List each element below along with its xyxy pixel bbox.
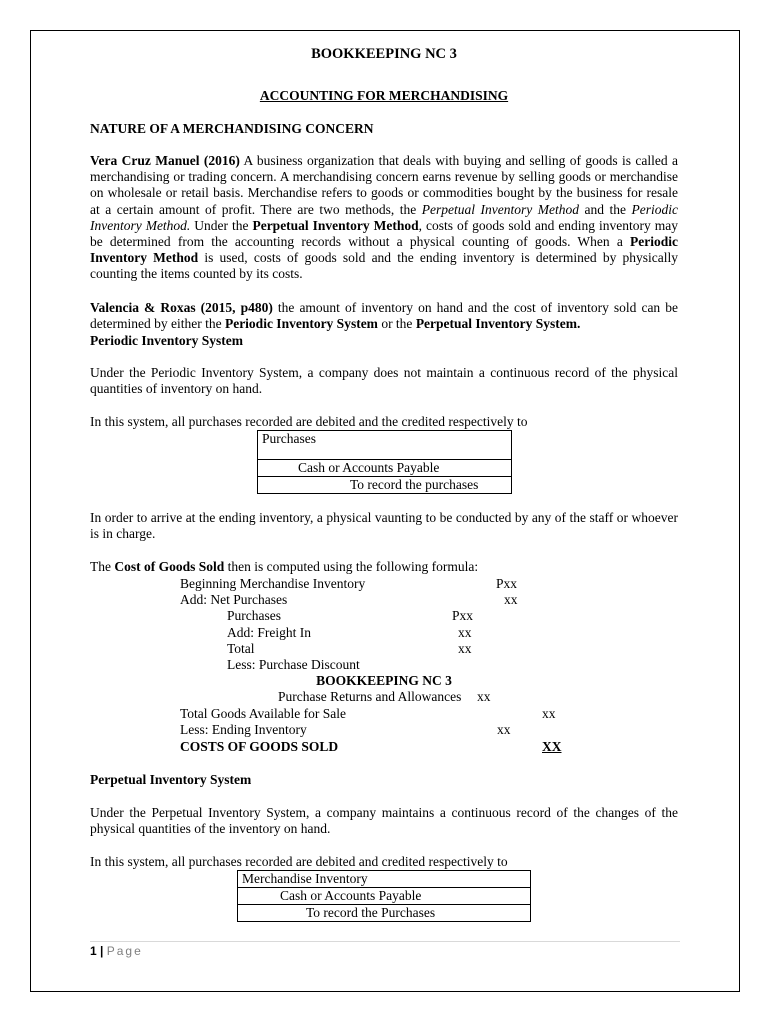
cogs-intro: The Cost of Goods Sold then is computed using the following formula:: [90, 559, 479, 574]
cogs-tgas-value: xx: [542, 706, 556, 721]
doc-title: BOOKKEEPING NC 3: [311, 46, 457, 62]
text: , costs of goods sold and ending inventory may be determined from the accounting records without a physical counting of goods. When a: [90, 217, 678, 250]
entry-credit: Cash or Accounts Payable: [238, 888, 531, 905]
doc-subtitle: ACCOUNTING FOR MERCHANDISING: [259, 88, 509, 103]
cogs-purchases-label: Purchases: [227, 608, 281, 623]
footer-divider: [90, 941, 680, 942]
section-heading-perpetual: Perpetual Inventory System: [90, 772, 252, 787]
citation-vera-cruz: Vera Cruz Manuel (2016): [90, 153, 240, 168]
bold-term: Periodic Inventory Method: [90, 234, 678, 266]
text: or the: [377, 316, 416, 332]
cogs-beginning-value: Pxx: [496, 576, 518, 591]
cogs-returns-value: xx: [477, 689, 491, 704]
periodic-entry-intro: In this system, all purchases recorded are debited and the credited respectively to: [90, 414, 528, 429]
citation-valencia: Valencia & Roxas (2015, p480): [90, 300, 273, 315]
cogs-freight-label: Add: Freight In: [227, 625, 311, 640]
cogs-beginning-label: Beginning Merchandise Inventory: [180, 576, 366, 591]
paragraph-vera-cruz: [90, 153, 678, 283]
paragraph-valencia: [90, 300, 678, 332]
periodic-description: Under the Periodic Inventory System, a company does not maintain a continuous record of the physical quantities of inventory on hand.: [90, 365, 678, 397]
cogs-result-label: COSTS OF GOODS SOLD: [180, 739, 339, 754]
bold-term: Perpetual Inventory System.: [415, 316, 581, 332]
cogs-purchases-value: Pxx: [452, 608, 474, 623]
perpetual-description: Under the Perpetual Inventory System, a company maintains a continuous record of the changes of the physical quantities of the inventory on hand.: [90, 805, 678, 837]
page-footer: [90, 944, 143, 958]
cogs-tgas-label: Total Goods Available for Sale: [180, 706, 347, 721]
text: the amount of inventory on hand and the cost of inventory sold can be determined by either the: [90, 300, 678, 332]
footer-separator: |: [96, 944, 107, 958]
page-number: 1: [90, 944, 97, 958]
cogs-result-value: XX: [542, 739, 562, 754]
bold-term: Perpetual Inventory Method: [252, 217, 419, 233]
page-label: Page: [106, 944, 143, 958]
text: is used, costs of goods sold and the ending inventory is determined by physically counting the items counted by its costs.: [90, 250, 678, 282]
text: and the: [578, 201, 632, 217]
italic-term: Periodic Inventory Method.: [90, 201, 678, 233]
entry-debit: Merchandise Inventory: [238, 871, 531, 888]
entry-explanation: To record the purchases: [258, 477, 512, 494]
cogs-total-label: Total: [227, 641, 255, 656]
entry-debit: Purchases: [258, 431, 512, 460]
perpetual-entry-intro: In this system, all purchases recorded are debited and credited respectively to: [90, 854, 508, 869]
cogs-freight-value: xx: [458, 625, 472, 640]
cogs-net-purchases-value: xx: [504, 592, 518, 607]
cogs-ending-label: Less: Ending Inventory: [180, 722, 307, 737]
section-heading-nature: NATURE OF A MERCHANDISING CONCERN: [90, 121, 374, 136]
section-heading-periodic: Periodic Inventory System: [90, 333, 243, 348]
cogs-ending-value: xx: [497, 722, 511, 737]
perpetual-journal-entry: [237, 870, 531, 922]
cogs-total-value: xx: [458, 641, 472, 656]
bold-term: Periodic Inventory System: [224, 316, 378, 332]
italic-term: Perpetual Inventory Method: [421, 201, 579, 217]
cogs-net-purchases-label: Add: Net Purchases: [180, 592, 288, 607]
periodic-journal-entry: [257, 430, 512, 494]
text: Under the: [190, 217, 253, 233]
entry-credit: Cash or Accounts Payable: [258, 460, 512, 477]
repeated-header: BOOKKEEPING NC 3: [316, 673, 452, 688]
cogs-returns-label: Purchase Returns and Allowances: [278, 689, 462, 704]
text: A business organization that deals with buying and selling of goods is called a merchandising or trading concern. A merchandising concern earns revenue by selling goods or merchandise on wholesale or retail basis. Merchandise refers to goods or commodities bought by the business for resale at a certain amount of profit. There are two methods, the: [90, 153, 678, 217]
ending-inventory-note: In order to arrive at the ending inventory, a physical vaunting to be conducted by any of the staff or whoever is in charge.: [90, 510, 678, 542]
cogs-discount-label: Less: Purchase Discount: [227, 657, 360, 672]
entry-explanation: To record the Purchases: [238, 905, 531, 922]
